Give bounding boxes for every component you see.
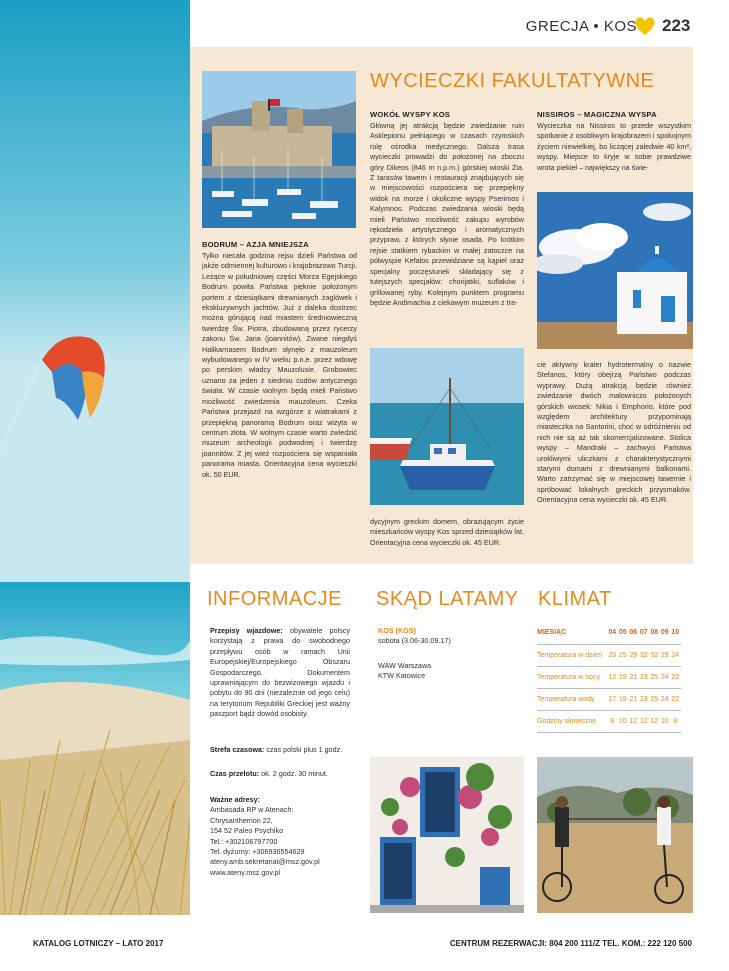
value-cell: 23 <box>639 688 650 710</box>
address-line: Ambasada RP w Atenach: <box>210 805 294 815</box>
month-cell: 05 <box>618 622 629 644</box>
airport-item: WAW Warszawa <box>378 660 432 670</box>
bodrum-castle-photo <box>202 71 356 228</box>
kos-block <box>370 110 524 308</box>
email-link[interactable]: ateny.amb.sekretariat@msz.gov.pl <box>210 857 320 867</box>
value-cell: 17 <box>607 688 618 710</box>
climate-row <box>537 644 681 666</box>
month-cell: 07 <box>639 622 650 644</box>
month-cell: 09 <box>660 622 671 644</box>
value-cell: 29 <box>660 644 671 666</box>
value-cell: 24 <box>660 688 671 710</box>
departures-info <box>378 626 518 682</box>
value-cell: 25 <box>649 688 660 710</box>
value-cell: 29 <box>628 644 639 666</box>
value-cell: 25 <box>618 644 629 666</box>
row-label: Temperatura w dzień <box>537 644 607 666</box>
section-header: GRECJA • KOS <box>525 18 637 35</box>
nissiros-text: Wycieczka na Nissiros to przede wszystkim spotkanie z osobliwym krajobrazem i spokojnym życiem niewielkiej, bo liczącej zaledwie 40 km², wyspy. Miejsce to kryje w sobie prawdziwe wrota piekieł – największy na świe- <box>537 121 691 172</box>
value-cell: 22 <box>670 666 681 688</box>
value-cell: 8 <box>670 710 681 732</box>
value-cell: 8 <box>607 710 618 732</box>
value-cell: 12 <box>628 710 639 732</box>
departure-dates: sobota (3.06-30.09.17) <box>378 636 451 646</box>
address-line: Tel. dyżurny: +306936554629 <box>210 847 305 857</box>
value-cell: 12 <box>607 666 618 688</box>
value-cell: 24 <box>660 666 671 688</box>
beach-photo <box>0 0 190 915</box>
flight-time-label: Czas przelotu: <box>210 769 260 778</box>
addresses-label: Ważne adresy: <box>210 795 261 804</box>
kos-heading: WOKÓŁ WYSPY KOS <box>370 110 451 119</box>
value-cell: 12 <box>639 710 650 732</box>
month-cell: 06 <box>628 622 639 644</box>
row-label: Godziny słoneczne <box>537 710 607 732</box>
nissiros-block <box>537 110 691 173</box>
nissiros-heading: NISSIROS – MAGICZNA WYSPA <box>537 110 657 119</box>
timezone-label: Strefa czasowa: <box>210 745 265 754</box>
value-cell: 10 <box>618 710 629 732</box>
website-link[interactable]: www.ateny.msz.gov.pl <box>210 867 281 877</box>
timezone-text: czas polski plus 1 godz. <box>266 745 343 754</box>
climate-row <box>537 666 681 688</box>
value-cell: 23 <box>639 666 650 688</box>
bodrum-text: Tylko niecała godzina rejsu dzieli Państwa od jakże odmiennej kulturowo i krajobrazowo Turcji. Leżące w południowej części Morza Egejskiego Bodrum powita Państwa pięknie położonym portem z dziesiątkami drewnianych żaglówek i ekskluzywnych jachtów. Już z daleka dostrzec można górującą nad miastem średniowieczną twierdzę Św. Piotra, zbudowaną przez rycerzy zakonu Św. Jana (joannitów). Zwane niegdyś Halikarnasem Bodrum słynęło z mauzoleum wybudowanego w IV wieku p.n.e. przez wdowę po perskim władcy Mauzolusie. Grobowiec uznano za jeden z siedmiu cudów antycznego świata. W czasie wolnym będą mieli Państwo możliwość zwiedzenia mauzoleum. Czeka Państwa przejazd na wzgórze z wiatrakami z przepiękną panoramą Bodrum oraz wizyta w centrum złota. W wolnym czasie warto zwiedzić muzeum archeologii podwodnej i twierdzę joannitów. Z jej wież rozpościera się wspaniała panorama miasta. Orientacyjna cena wycieczki ok. 50 EUR. <box>202 251 357 479</box>
info-title: INFORMACJE <box>207 588 342 610</box>
address-line: Chrysanthemon 22, <box>210 815 273 825</box>
value-cell: 32 <box>639 644 650 666</box>
value-cell: 22 <box>670 688 681 710</box>
nissiros-text-continued: cie aktywny krater hydrotermalny o nazwie Stefanos, który obejrzą Państwo podczas wyprawy. Dużą atrakcją będzie również zwiedzanie dwóch malowniczo położonych górskich wiosek: Nikia i Emphorio, które pod względem architektury przypominają miasteczka na Santorini, choć w odróżnieniu od nich nie są aż tak skomercjalizowane. Stolica wyspy – Mandraki – zachwyci Państwa urokliwymi uliczkami z charakterystycznymi starymi domami z drewnianymi balkonami. Warto zatrzymać się w miejscowej tawernie i spróbować lokalnych greckich przysmaków. Orientacyjna cena wycieczki ok. 45 EUR. <box>537 360 691 505</box>
value-cell: 19 <box>618 688 629 710</box>
month-cell: 04 <box>607 622 618 644</box>
flight-time <box>210 769 350 779</box>
departures-title: SKĄD LATAMY <box>376 588 519 610</box>
value-cell: 25 <box>649 666 660 688</box>
fishing-boat-photo <box>370 348 524 505</box>
month-header: MIESIĄC <box>537 622 607 644</box>
entry-rules-text: obywatele polscy korzystają z prawa do swobodnego przepływu osób w ramach Unii Europejskiej/Europejskiego Obszaru Gospodarczego. Dokumentem uprawniającym do bezwizowego wjazdu i pobytu do 90 dni (niezależnie od jego celu) na terytorium Republiki Greckiej jest ważny paszport bądź dowód osobisty. <box>210 626 350 719</box>
airport-item: KTW Katowice <box>378 671 426 681</box>
kos-text: Główną jej atrakcją będzie zwiedzanie ruin Asklepionu pełniącego w czasach rzymskich rolę ośrodka medycznego. Dalsza trasa wycieczki prowadzi do położonej na zboczu góry Dikeos (846 m n.p.m.) górskiej wioski Zia. Z tarasów tawern i restauracji znajdujących się w miejscowości rozpościera się przepiękny widok na morze i okoliczne wyspy Pserimos i Kalymnos. Podczas zwiedzania wioski będą mieli Państwo możliwość zakupu wyrobów rękodzieła artystycznego i aromatycznych przypraw, z których słynie osada. Po krótkim rejsie statkiem rybackim w małej zatoczce na półwyspie Kefalos przewidziane są kąpiel oraz specjalny poczęstunek składający się z tutejszych specjałów: chorijatiki, suflaków i grillowanej ryby. Kolejnym punktem programu będzie Andimachia z ciekawym muzeum z tra- <box>370 121 524 307</box>
value-cell: 20 <box>607 644 618 666</box>
bodrum-block <box>202 240 357 480</box>
row-label: Temperatura wody <box>537 688 607 710</box>
village-window-photo <box>370 757 524 913</box>
kos-text-continued: dycyjnym greckim domem, obrazującym życie mieszkańców wyspy Kos sprzed dziesiątków lat. Orientacyjna cena wycieczki ok. 45 EUR. <box>370 517 524 547</box>
address-line: 154 52 Paleo Psychiko <box>210 826 284 836</box>
climate-table <box>537 622 681 733</box>
value-cell: 21 <box>628 688 639 710</box>
cyclists-photo <box>537 757 693 913</box>
value-cell: 21 <box>628 666 639 688</box>
bodrum-heading: BODRUM – AZJA MNIEJSZA <box>202 240 309 249</box>
climate-title: KLIMAT <box>538 588 612 610</box>
entry-rules-label: Przepisy wjazdowe: <box>210 626 283 635</box>
value-cell: 19 <box>618 666 629 688</box>
row-label: Temperatura w nocy <box>537 666 607 688</box>
flight-time-text: ok. 2 godz. 30 minut. <box>261 769 328 778</box>
value-cell: 12 <box>649 710 660 732</box>
month-cell: 10 <box>670 622 681 644</box>
climate-header-row <box>537 622 681 644</box>
page-number: 223 <box>662 16 691 35</box>
timezone <box>210 745 350 755</box>
heart-icon <box>634 16 656 36</box>
value-cell: 10 <box>660 710 671 732</box>
catalog-footer: KATALOG LOTNICZY – LATO 2017 <box>33 939 164 948</box>
page-title: WYCIECZKI FAKULTATYWNE <box>370 70 655 92</box>
reservation-contact: CENTRUM REZERWACJI: 804 200 111/Z TEL. KOM.: 222 120 500 <box>449 939 692 948</box>
destination-code: KOS (KGS) <box>378 626 416 635</box>
value-cell: 32 <box>649 644 660 666</box>
chapel-photo <box>537 192 693 349</box>
month-cell: 08 <box>649 622 660 644</box>
climate-row <box>537 710 681 732</box>
address-line: Tel.: +302106797700 <box>210 836 278 846</box>
addresses <box>210 795 350 878</box>
entry-rules <box>210 626 350 720</box>
value-cell: 24 <box>670 644 681 666</box>
climate-row <box>537 688 681 710</box>
